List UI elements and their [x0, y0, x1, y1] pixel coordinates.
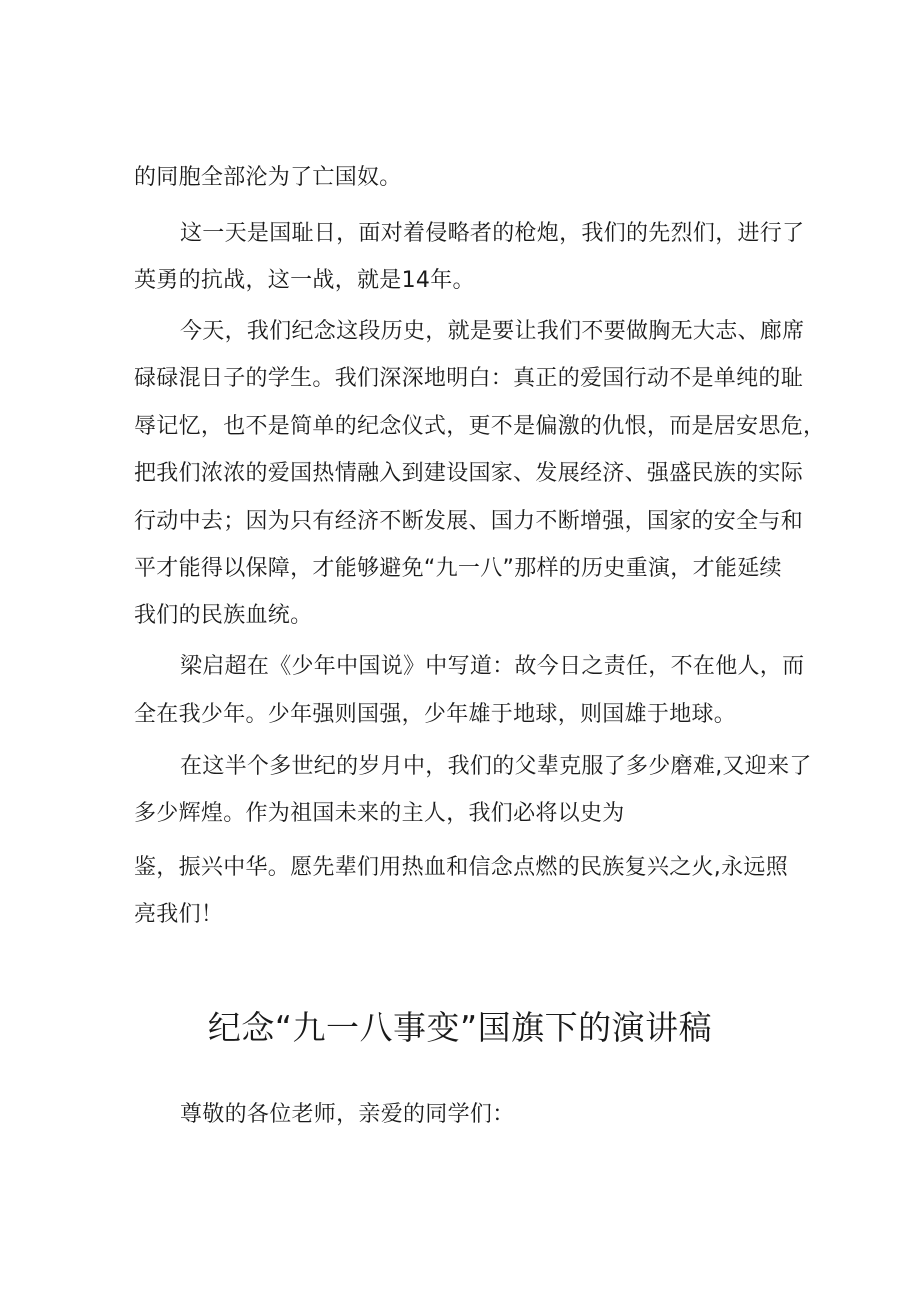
paragraph-5-line-4: 亮我们！	[134, 902, 224, 927]
paragraph-3-line-2: 碌碌混日子的学生。我们深深地明白：真正的爱国行动不是单纯的耻	[134, 366, 804, 391]
paragraph-3-line-1: 今天，我们纪念这段历史，就是要让我们不要做胸无大志、廊席	[180, 319, 805, 344]
paragraph-3-line-4: 把我们浓浓的爱国热情融入到建设国家、发展经济、强盛民族的实际	[134, 461, 804, 486]
paragraph-2-line-1: 这一天是国耻日，面对着侵略者的枪炮，我们的先烈们，进行了	[180, 221, 805, 246]
paragraph-5-line-1: 在这半个多世纪的岁月中，我们的父辈克服了多少磨难,又迎来了	[180, 754, 812, 779]
paragraph-3-line-3: 辱记忆，也不是简单的纪念仪式，更不是偏激的仇恨，而是居安思危，	[134, 414, 826, 439]
paragraph-4-line-2: 全在我少年。少年强则国强，少年雄于地球，则国雄于地球。	[134, 702, 737, 727]
paragraph-4-line-1: 梁启超在《少年中国说》中写道：故今日之责任，不在他人，而	[180, 654, 805, 679]
paragraph-2-line-2: 英勇的抗战，这一战，就是14年。	[134, 268, 475, 293]
paragraph-5-line-3: 鉴，振兴中华。愿先辈们用热血和信念点燃的民族复兴之火,永远照	[134, 855, 788, 880]
speech-title: 纪念“九一八事变”国旗下的演讲稿	[207, 1008, 713, 1047]
salutation: 尊敬的各位老师，亲爱的同学们：	[180, 1102, 515, 1127]
paragraph-3-line-6: 平才能得以保障，才能够避免“九一八”那样的历史重演，才能延续	[134, 556, 782, 581]
paragraph-3-line-7: 我们的民族血统。	[134, 603, 313, 628]
paragraph-1-line-1: 的同胞全部沦为了亡国奴。	[134, 165, 402, 190]
paragraph-3-line-5: 行动中去；因为只有经济不断发展、国力不断增强，国家的安全与和	[134, 509, 804, 534]
paragraph-5-line-2: 多少辉煌。作为祖国未来的主人，我们必将以史为	[134, 801, 625, 826]
